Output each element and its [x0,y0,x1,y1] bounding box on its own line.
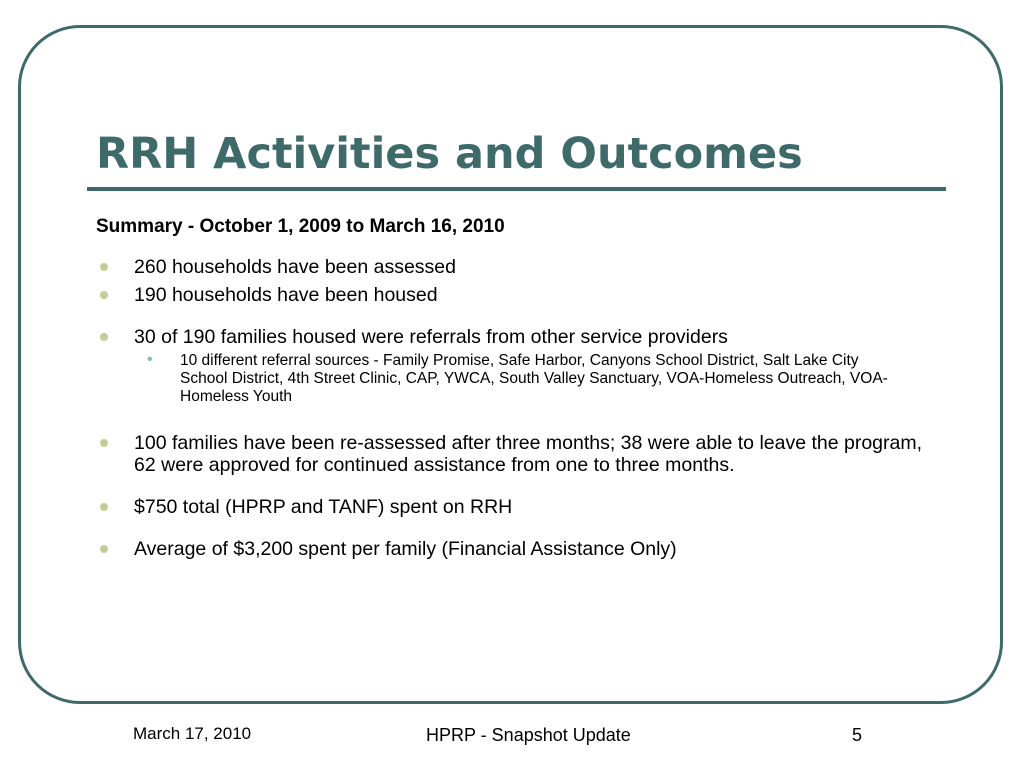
page-number: 5 [852,725,863,745]
bullet-item [96,256,936,278]
bullet-dot-icon [100,333,108,341]
bullet-text: Average of $3,200 spent per family (Financial Assistance Only) [134,538,677,560]
summary-heading: Summary - October 1, 2009 to March 16, 2010 [96,216,505,237]
bullet-text: 100 families have been re-assessed after three months; 38 were able to leave the program, 62 were approved for continued assistance from one to three months. [134,432,923,476]
footer-date: March 17, 2010 [133,724,252,743]
sub-bullet-text: 10 different referral sources - Family Promise, Safe Harbor, Canyons School District, Salt Lake City School District, 4th Street Clinic, CAP, YWCA, South Valley Sanctuary, VOA-Homeless Outreach, VOA-Homeless Youth [180,352,888,405]
slide-title: RRH Activities and Outcomes [96,129,803,179]
footer-title: HPRP - Snapshot Update [426,725,631,745]
bullet-text: 190 households have been housed [134,284,438,306]
bullet-dot-icon [100,503,108,511]
bullet-dot-icon [100,291,108,299]
bullet-dot-icon [100,439,108,447]
bullet-item [96,326,936,348]
title-underline [87,187,946,191]
bullet-item [96,284,936,306]
bullet-dot-icon [100,545,108,553]
bullet-item [96,538,936,560]
bullet-item [96,432,936,476]
bullet-item [96,496,936,518]
bullet-text: 30 of 190 families housed were referrals from other service providers [134,326,728,348]
sub-bullet-dot-icon: • [147,351,153,368]
bullet-text: 260 households have been assessed [134,256,456,278]
sub-bullet-item [96,352,910,406]
slide-content [96,214,936,560]
bullet-dot-icon [100,263,108,271]
bullet-text: $750 total (HPRP and TANF) spent on RRH [134,496,513,518]
